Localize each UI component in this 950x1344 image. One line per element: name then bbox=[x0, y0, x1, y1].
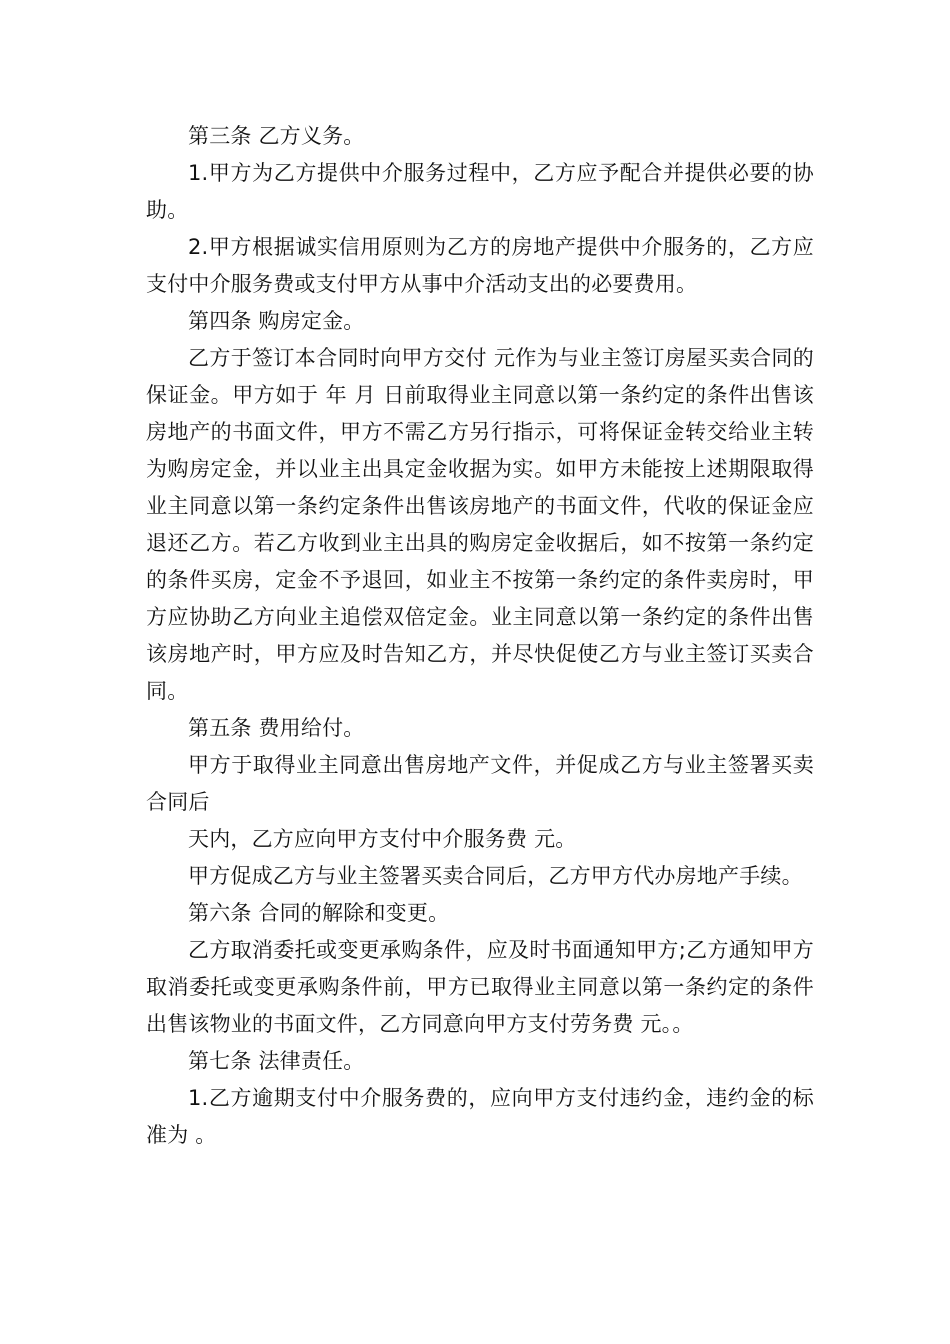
document-page bbox=[146, 118, 814, 1154]
article-6-body: 乙方取消委托或变更承购条件，应及时书面通知甲方;乙方通知甲方取消委托或变更承购条件前，甲方已取得业主同意以第一条约定的条件出售该物业的书面文件，乙方同意向甲方支付劳务费 元。。 bbox=[146, 938, 814, 1036]
article-5-body-3: 甲方促成乙方与业主签署买卖合同后，乙方甲方代办房地产手续。 bbox=[188, 864, 803, 888]
article-3-clause-2: 2.甲方根据诚实信用原则为乙方的房地产提供中介服务的，乙方应支付中介服务费或支付甲方从事中介活动支出的必要费用。 bbox=[146, 235, 814, 296]
article-6-heading: 第六条 合同的解除和变更。 bbox=[188, 901, 450, 925]
article-4-body: 乙方于签订本合同时向甲方交付 元作为与业主签订房屋买卖合同的保证金。甲方如于 年 月 日前取得业主同意以第一条约定的条件出售该房地产的书面文件，甲方不需乙方另行指示，可将保证金转交给业主转为购房定金，并以业主出具定金收据为实。如甲方未能按上述期限取得业主同意以第一条约定条件出售该房地产的书面文件，代收的保证金应退还乙方。若乙方收到业主出具的购房定金收据后，如不按第一条约定的条件买房，定金不予退回，如业主不按第一条约定的条件卖房时，甲方应协助乙方向业主追偿双倍定金。业主同意以第一条约定的条件出售该房地产时，甲方应及时告知乙方，并尽快促使乙方与业主签订买卖合同。 bbox=[146, 346, 814, 703]
article-7-heading: 第七条 法律责任。 bbox=[188, 1049, 365, 1073]
article-7-clause-1: 1.乙方逾期支付中介服务费的，应向甲方支付违约金，违约金的标准为 。 bbox=[146, 1086, 814, 1147]
article-5-body-2: 天内，乙方应向甲方支付中介服务费 元。 bbox=[188, 827, 577, 851]
article-3-clause-1: 1.甲方为乙方提供中介服务过程中，乙方应予配合并提供必要的协助。 bbox=[146, 161, 814, 222]
article-5-heading: 第五条 费用给付。 bbox=[188, 716, 365, 740]
article-3-heading: 第三条 乙方义务。 bbox=[188, 124, 365, 148]
article-5-body-1: 甲方于取得业主同意出售房地产文件，并促成乙方与业主签署买卖合同后 bbox=[146, 753, 814, 814]
article-4-heading: 第四条 购房定金。 bbox=[188, 309, 365, 333]
